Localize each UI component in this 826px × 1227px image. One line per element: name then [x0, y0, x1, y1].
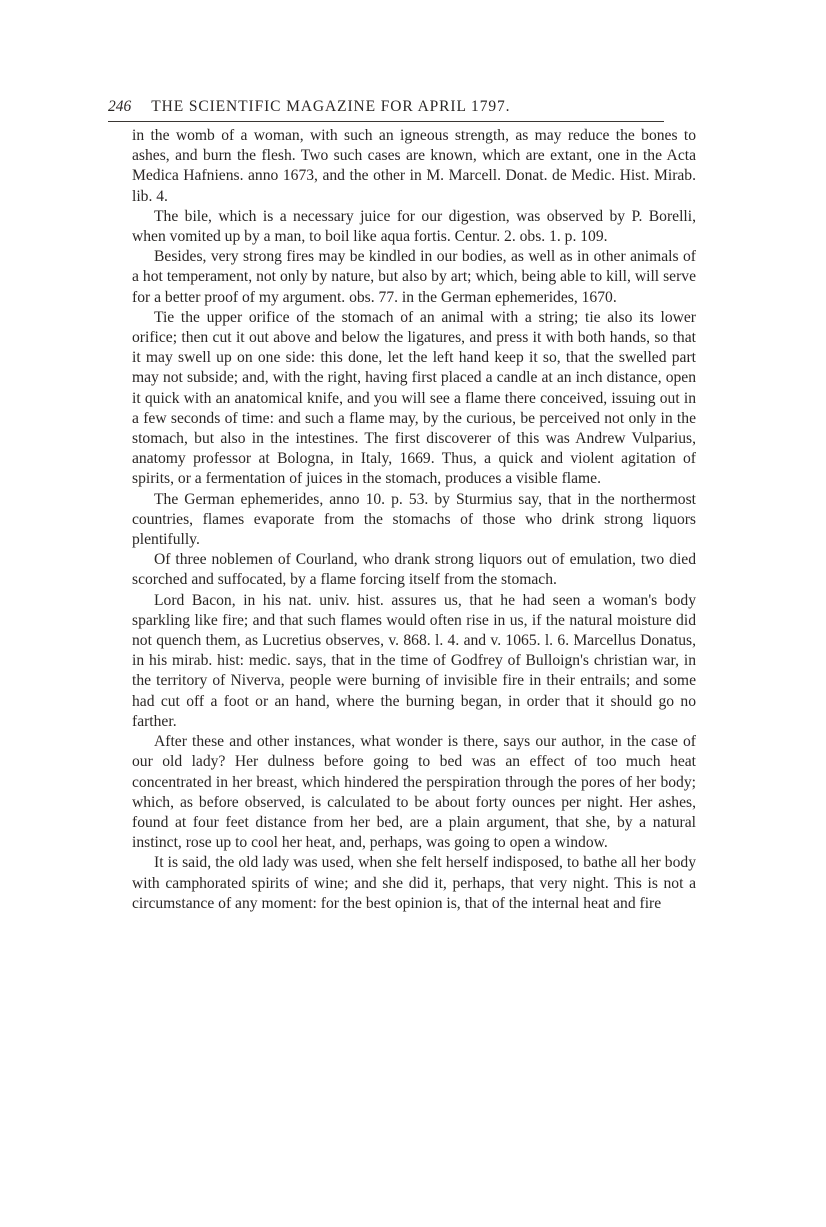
paragraph: The bile, which is a necessary juice for our digestion, was observed by P. Borelli, when vomited up by a man, to boil like aqua fortis. Centur. 2. obs. 1. p. 109.	[132, 207, 696, 246]
page-number: 246	[108, 98, 132, 115]
body-text	[132, 126, 696, 914]
paragraph: Lord Bacon, in his nat. univ. hist. assures us, that he had seen a woman's body sparkling like fire; and that such flames would often rise in us, if the natural moisture did not quench them, as Lucretius observes, v. 868. l. 4. and v. 1065. l. 6. Marcellus Donatus, in his mirab. hist: medic. says, that in the time of Godfrey of Bulloign's christian war, in the territory of Niverva, people were burning of invisible fire in their entrails; and some had cut off a foot or an hand, where the burning began, in order that it should go no farther.	[132, 591, 696, 730]
paragraph: Tie the upper orifice of the stomach of an animal with a string; tie also its lower orifice; then cut it out above and below the ligatures, and press it with both hands, so that it may swell up on one side: this done, let the left hand keep it so, that the swelled part may not subside; and, with the right, having first placed a candle at an inch distance, open it quick with an anatomical knife, and you will see a flame there conceived, issuing out in a few seconds of time: and such a flame may, by the curious, be perceived not only in the stomach, but also in the intestines. The first discoverer of this was Andrew Vulparius, anatomy professor at Bologna, in Italy, 1669. Thus, a quick and violent agitation of spirits, or a fermentation of juices in the stomach, produces a visible flame.	[132, 308, 696, 488]
paragraph: Of three noblemen of Courland, who drank strong liquors out of emulation, two died scorched and suffocated, by a flame forcing itself from the stomach.	[132, 551, 696, 589]
paragraph: The German ephemerides, anno 10. p. 53. by Sturmius say, that in the northermost countries, flames evaporate from the stomachs of those who drink strong liquors plentifully.	[132, 490, 696, 549]
paragraph: After these and other instances, what wonder is there, says our author, in the case of our old lady? Her dulness before going to bed was an effect of too much heat concentrated in her breast, which hindered the perspiration through the pores of her body; which, as before observed, is calculated to be about forty ounces per night. Her ashes, found at four feet distance from her bed, are a plain argument, that she, by a natural instinct, rose up to cool her heat, and, perhaps, was going to open a window.	[132, 733, 696, 852]
running-head	[108, 98, 664, 122]
paragraph: Besides, very strong fires may be kindled in our bodies, as well as in other animals of a hot temperament, not only by nature, but also by art; which, being able to kill, will serve for a better proof of my argument. obs. 77. in the German ephemerides, 1670.	[132, 248, 696, 306]
paragraph: in the womb of a woman, with such an igneous strength, as may reduce the bones to ashes, and burn the flesh. Two such cases are known, which are extant, one in the Acta Medica Hafniens. anno 1673, and the other in M. Marcell. Donat. de Medic. Hist. Mirab. lib. 4.	[132, 127, 696, 205]
paragraph: It is said, the old lady was used, when she felt herself indisposed, to bathe all her body with camphorated spirits of wine; and she did it, perhaps, that very night. This is not a circumstance of any moment: for the best opinion is, that of the internal heat and fire	[132, 854, 696, 912]
book-page	[108, 98, 696, 914]
running-title: THE SCIENTIFIC MAGAZINE FOR APRIL 1797.	[151, 98, 511, 115]
